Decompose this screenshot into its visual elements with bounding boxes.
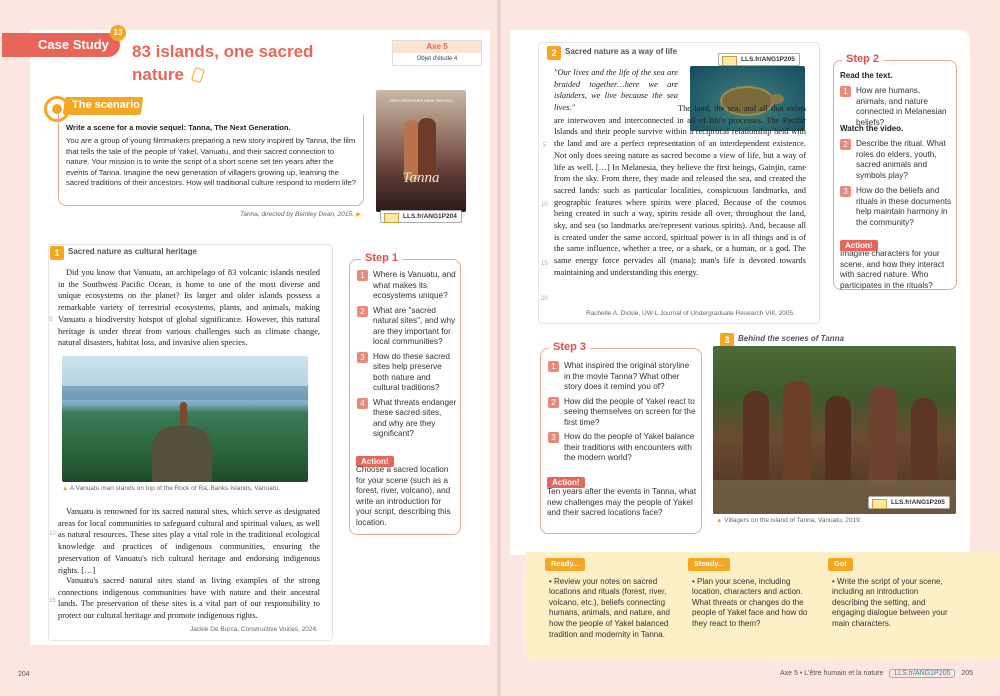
poster-link[interactable] xyxy=(380,210,462,223)
step3-action-text: Ten years after the events in Tanna, what new challenges may the people of Yakel and their sacred locations face? xyxy=(547,487,697,517)
ready-text-content: Review your notes on sacred locations and rituals (forest, river, volcano, etc.), beliefs connecting humans, animals, and nature, and how the people of Yakel balanced tradition and modernity in Tanna. xyxy=(549,576,670,639)
line-number: 10 xyxy=(49,531,56,537)
scenario-text: You are a group of young filmmakers preparing a new story inspired by Tanna, the film that tells the tale of the people of Yakel, Vanuatu, and their sacred connection to nature. Your mission is to write the script of a short scene set ten years after the events of Tanna. Imagine the new generation of villagers growing up, learning the sacred traditions of their ancestors. How will traditional culture respond to modern life? xyxy=(66,136,356,187)
step1-q2: 2 What are "sacred natural sites", and why are they important for local communities? xyxy=(357,306,457,348)
line-number: 15 xyxy=(541,261,548,267)
line-number: 15 xyxy=(49,598,56,604)
steady-text: • Plan your scene, including location, characters and action. What threats or changes do the people of Yakel face and how do they react to them? xyxy=(692,576,808,628)
scenario-heading: The scenario xyxy=(72,99,140,111)
ready-column xyxy=(545,558,675,640)
line-number: 5 xyxy=(543,143,547,149)
step2-action-label: Action! xyxy=(840,240,878,251)
step2-q3: 3 How do the beliefs and rituals in these documents help maintain harmony in the community? xyxy=(840,186,952,228)
page-number-right: 205 xyxy=(961,670,974,677)
axe-sub: Objet d'étude 4 xyxy=(416,56,458,62)
case-study-tag xyxy=(2,33,120,57)
footer-text: Axe 5 • L'être humain et la nature xyxy=(780,670,884,677)
step1-q1: 1 Where is Vanuatu, and what makes its ecosystems unique? xyxy=(357,270,457,302)
footer-link[interactable]: LLS.fr/ANG1P205 xyxy=(889,669,955,678)
case-study-label: Case Study xyxy=(38,37,109,52)
pencil-icon xyxy=(191,67,205,84)
step2-action-text: Imagine characters for your scene, and how they interact with sacred nature. Who participates in the rituals? xyxy=(840,249,945,290)
step2-watch-label: Watch the video. xyxy=(840,124,904,133)
step1-title: Step 1 xyxy=(361,252,402,264)
axe-box xyxy=(392,40,482,66)
step3-q3-text: How do the people of Yakel balance their traditions with encounters with the modern world? xyxy=(564,432,695,462)
step2-q2: 2 Describe the ritual. What roles do elders, youth, sacred animals and symbols play? xyxy=(840,139,952,181)
doc1-number: 1 xyxy=(50,246,64,260)
doc3-caption: ▲ Villagers on the island of Tanna, Vanuatu, 2019. xyxy=(716,517,862,524)
footer xyxy=(780,669,973,678)
ready-text: • Review your notes on sacred locations and rituals (forest, river, volcano, etc.), beliefs connecting humans, animals, and nature, and how the people of Yakel balanced tradition and modernity in Tanna. xyxy=(549,576,670,639)
tanna-poster xyxy=(376,90,466,212)
doc1-para1: Did you know that Vanuatu, an archipelago of 83 volcanic islands nestled in the Southwest Pacific Ocean, is home to one of the most diverse and unique ecosystems on the planet? Its larger and older islands possess a remarkable variety of terrestrial ecosystems, plants, and animals, making Vanuatu a biodiversity hotspot of global significance. However, this natural heritage is under threat from various challenges such as climate change, natural disasters, habitat loss, and invasive alien species. xyxy=(58,268,320,348)
doc3-link[interactable] xyxy=(868,496,950,509)
step1-q3: 3 How do these sacred sites help preserve both nature and cultural traditions? xyxy=(357,352,457,394)
doc2-heading: Sacred nature as a way of life xyxy=(565,47,678,56)
doc1-photo xyxy=(62,356,308,482)
step3-action-label: Action! xyxy=(547,477,585,488)
poster-caption: Tanna, directed by Bentley Dean, 2015. ▶ xyxy=(240,211,361,218)
step1-action-text: Choose a sacred location for your scene (such as a forest, river, volcano), and write an introduction for your script, describing this location. xyxy=(356,465,451,527)
step1-q2-text: What are "sacred natural sites", and why are they important for local communities? xyxy=(373,305,456,346)
go-text-content: Write the script of your scene, including an introduction describing the setting, and engaging dialogue between your main characters. xyxy=(832,576,948,628)
step1-q3-text: How do these sacred sites help preserve both nature and cultural traditions? xyxy=(373,351,450,392)
step1-q4: 4 What threats endanger these sacred sites, and why are they significant? xyxy=(357,398,457,440)
doc3-link-text: LLS.fr/ANG1P205 xyxy=(891,499,945,506)
step2-q1: 1 How are humans, animals, and nature connected in Melanesian beliefs? xyxy=(840,86,952,128)
step1-q4-text: What threats endanger these sacred sites, and why are they significant? xyxy=(373,397,457,438)
doc3-number: 3 xyxy=(720,333,734,347)
step3-title: Step 3 xyxy=(549,341,590,353)
poster-caption-text: Tanna, directed by Bentley Dean, 2015. xyxy=(240,211,354,218)
video-icon xyxy=(722,56,737,66)
ready-label: Ready... xyxy=(545,558,585,571)
step2-q3-text: How do the beliefs and rituals in these documents help maintain harmony in the community? xyxy=(856,186,952,227)
poster-top-text: TRES PERSONES ABRIL REVOLU xyxy=(389,98,453,103)
video-icon xyxy=(384,213,399,223)
doc2-link-text: LLS.fr/ANG1P205 xyxy=(741,56,795,63)
go-column xyxy=(828,558,953,630)
steady-text-content: Plan your scene, including location, characters and action. What threats or changes do the people of Yakel face and how do they react to them? xyxy=(692,576,808,628)
page-number-left: 204 xyxy=(18,671,30,678)
line-number: 20 xyxy=(541,296,548,302)
poster-title: Tanna xyxy=(402,170,440,186)
video-icon xyxy=(872,499,887,509)
step2-q2-text: Describe the ritual. What roles do elders, youth, sacred animals and symbols play? xyxy=(856,139,946,180)
doc2-source: Rachelle A. Dickie, UW-L Journal of Undergraduate Research VIII, 2005. xyxy=(586,310,795,317)
doc2-text: The land, the sea, and all that exists are interwoven and interconnected in all of life's processes. The Pacific Islands and their people survive within a reciprocal relationship held with the land and are a perfect representation of an interdependent existence. Not only does seeing nature as sacred become a view of life, but a way of life as well. […] In Melanesia, they believe the first beings, Gainjin, came from the sky. From there, they made and released the sea, and created the sacred lands: such as particular localities, conspicuous landmarks, and geographic features where spirits were placed. Because of the cosmos being created in such a way, spirits reside all over, throughout the land, sky, and sea (so landmarks are/represent various spirits). And, because all is created under the same accord, spiritual power is in all things and is of the same influence, whether a tree, or a shark, or a human, or a god. The same energy force pervades all (mana); man's life is devoted towards maintaining and understanding this energy. xyxy=(554,104,806,277)
doc1-photo-caption: ▲ A Vanuatu man stands on top of the Rock of Ra, Banks Islands, Vanuatu. xyxy=(62,485,280,492)
step2-q1-text: How are humans, animals, and nature connected in Melanesian beliefs? xyxy=(856,86,947,127)
step3-q2: 2 How did the people of Yakel react to seeing themselves on screen for the first time? xyxy=(548,397,696,429)
step2-title: Step 2 xyxy=(842,53,883,65)
step3-q3: 3 How do the people of Yakel balance their traditions with encounters with the modern world? xyxy=(548,432,696,464)
doc2-link[interactable] xyxy=(718,53,800,66)
step3-q1: 1 What inspired the original storyline in the movie Tanna? What other story does it remind you of? xyxy=(548,361,696,393)
page-title-text: 83 islands, one sacred nature xyxy=(132,42,314,84)
step3-questions xyxy=(548,361,696,468)
doc1-photo-caption-text: A Vanuatu man stands on top of the Rock of Ra, Banks Islands, Vanuatu. xyxy=(69,485,280,492)
poster-link-text: LLS.fr/ANG1P204 xyxy=(403,213,457,220)
go-label: Go! xyxy=(828,558,853,571)
steady-column xyxy=(688,558,813,630)
line-number: 5 xyxy=(49,317,53,323)
case-number-badge: 13 xyxy=(110,25,126,41)
step1-q1-text: Where is Vanuatu, and what makes its ecosystems unique? xyxy=(373,270,456,300)
steady-label: Steady... xyxy=(688,558,730,571)
axe-label: Axe 5 xyxy=(393,41,481,53)
doc2-number: 2 xyxy=(547,46,561,60)
scenario-bold-line: Write a scene for a movie sequel: Tanna, The Next Generation. xyxy=(66,123,291,132)
doc2-quote-text: "Our lives and the life of the sea are braided together…here we are islanders, we live because the sea lives." xyxy=(554,68,678,113)
doc1-source: Jackie De Burca, Constructive Voices, 2024. xyxy=(190,626,318,633)
line-number: 10 xyxy=(541,202,548,208)
villagers-photo xyxy=(713,346,956,514)
doc3-caption-text: Villagers on the island of Tanna, Vanuatu, 2019. xyxy=(724,517,862,524)
step2-read-label: Read the text. xyxy=(840,71,893,80)
step3-q1-text: What inspired the original storyline in the movie Tanna? What other story does it remind you of? xyxy=(564,361,690,391)
page-title xyxy=(132,40,332,86)
doc1-heading: Sacred nature as cultural heritage xyxy=(68,247,197,256)
step1-action-label: Action! xyxy=(356,456,394,467)
step3-q2-text: How did the people of Yakel react to seeing themselves on screen for the first time? xyxy=(564,396,696,427)
go-text: • Write the script of your scene, including an introduction describing the setting, and engaging dialogue between your main characters. xyxy=(832,576,948,628)
doc1-para2: Vanuatu is renowned for its sacred natural sites, which serve as designated areas for local communities to safeguard cultural and spiritual values, as well as natural resources. These sites play a vital role in the traditional ecological knowledge and practices of indigenous communities, ensuring the preservation of Vanuatu's rich cultural heritage and endorsing indigenous rights. […] xyxy=(58,507,320,575)
doc1-para3: Vanuatu's sacred natural sites stand as living examples of the strong connections indigenous communities have with nature and their ancestral lands. The preservation of these sites is a vital part of our responsibility to protect our cultural heritage and promote indigenous rights. xyxy=(58,576,320,621)
step1-questions xyxy=(357,270,457,444)
doc3-heading: Behind the scenes of Tanna xyxy=(738,334,844,343)
